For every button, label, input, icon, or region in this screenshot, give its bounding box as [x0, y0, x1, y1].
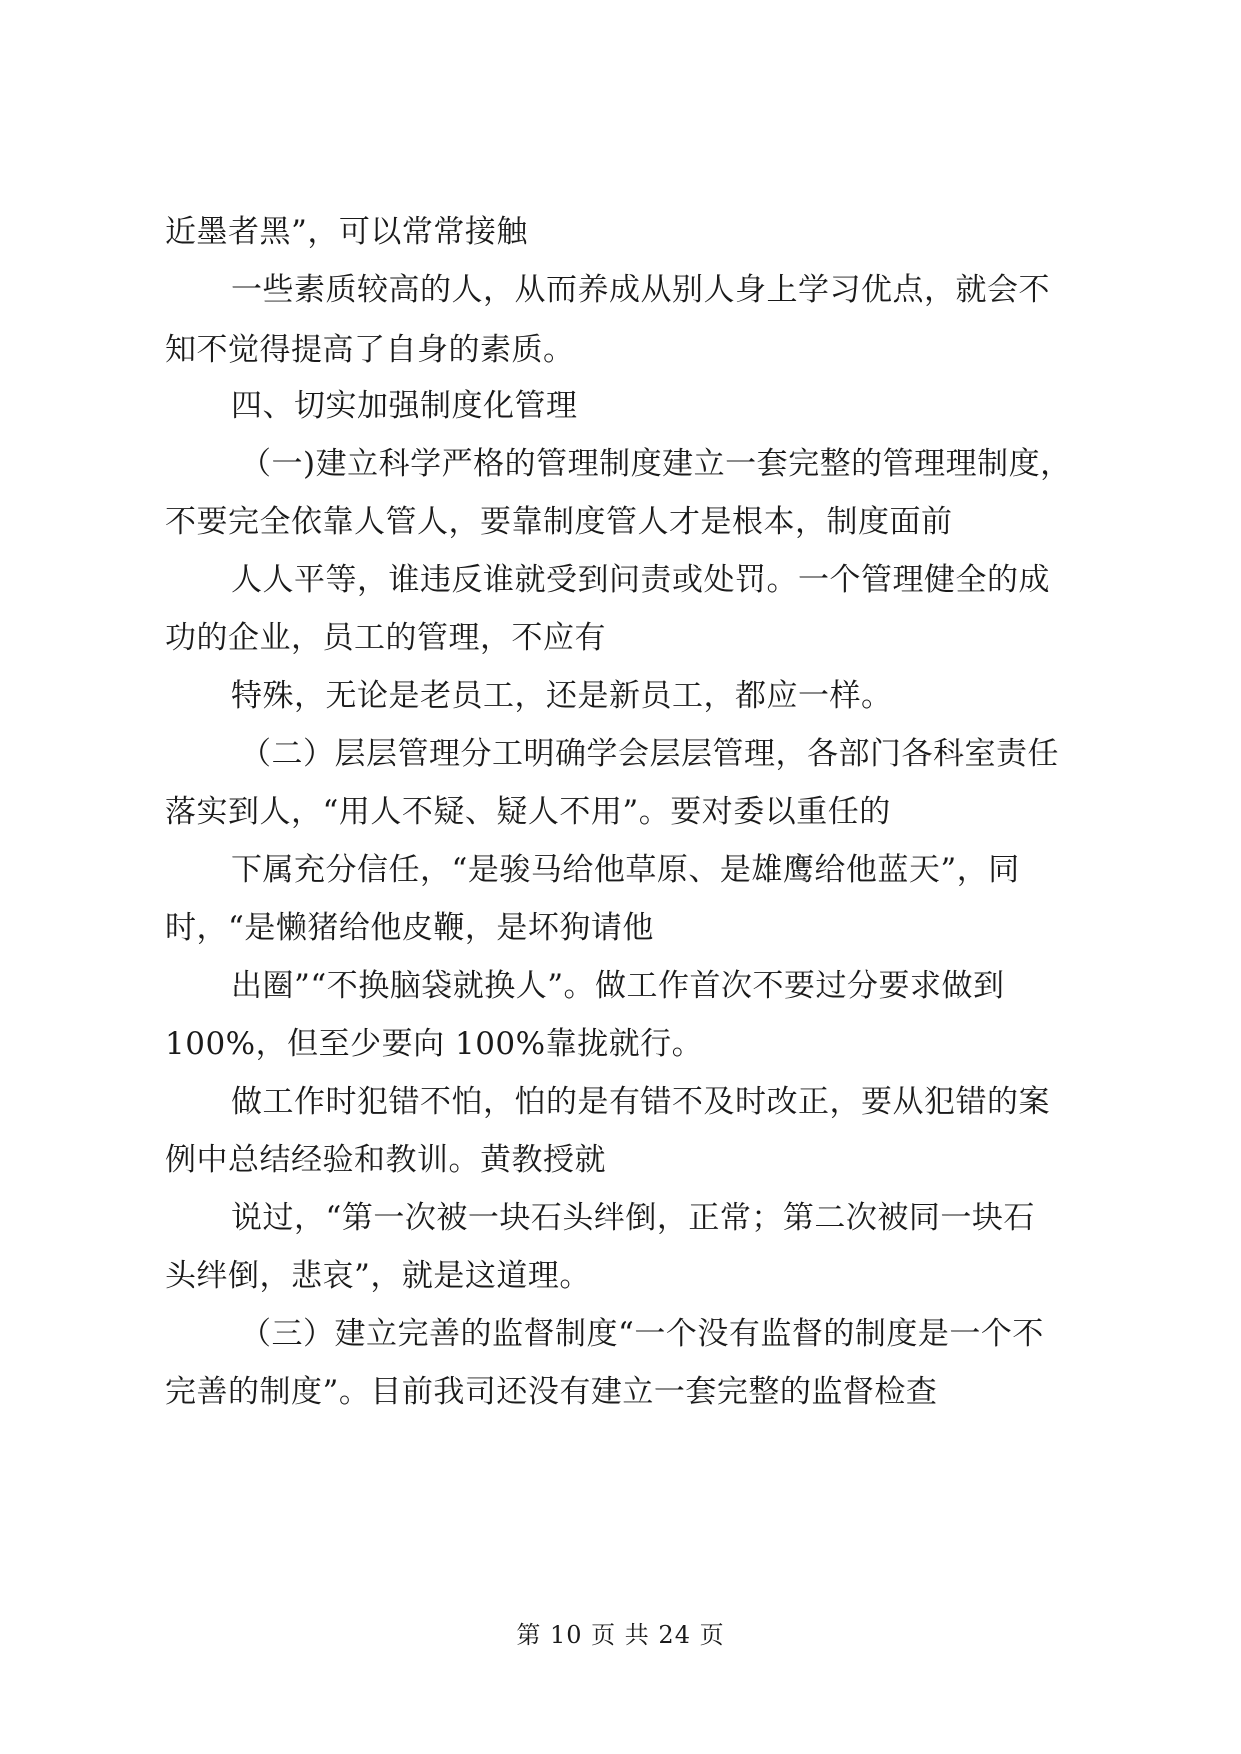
text-line: 说过，“第一次被一块石头绊倒，正常；第二次被同一块石: [231, 1200, 1035, 1236]
section-heading: 四、切实加强制度化管理: [231, 388, 578, 424]
text-line: 特殊，无论是老员工，还是新员工，都应一样。: [231, 678, 893, 714]
text-line: 人人平等，谁违反谁就受到问责或处罚。一个管理健全的成: [231, 562, 1050, 598]
text-line: 功的企业，员工的管理，不应有: [165, 620, 606, 656]
text-line: 落实到人，“用人不疑、疑人不用”。要对委以重任的: [165, 794, 891, 830]
text-line: 头绊倒，悲哀”，就是这道理。: [165, 1258, 591, 1294]
text-line: （三）建立完善的监督制度“一个没有监督的制度是一个不: [240, 1316, 1044, 1352]
text-line: 一些素质较高的人，从而养成从别人身上学习优点，就会不: [231, 272, 1050, 308]
text-line: 完善的制度”。目前我司还没有建立一套完整的监督检查: [165, 1374, 938, 1410]
text-line: （二）层层管理分工明确学会层层管理，各部门各科室责任: [240, 736, 1059, 772]
text-line: （一)建立科学严格的管理制度建立一套完整的管理理制度，: [240, 446, 1072, 482]
page-number-footer: 第 10 页 共 24 页: [516, 1621, 725, 1649]
text-line: 下属充分信任，“是骏马给他草原、是雄鹰给他蓝天”，同: [231, 852, 1020, 888]
text-line: 知不觉得提高了自身的素质。: [165, 332, 575, 368]
text-line: 不要完全依靠人管人，要靠制度管人才是根本，制度面前: [165, 504, 953, 540]
text-line: 做工作时犯错不怕，怕的是有错不及时改正，要从犯错的案: [231, 1084, 1050, 1120]
text-line: 近墨者黑”，可以常常接触: [165, 214, 528, 250]
text-line: 时，“是懒猪给他皮鞭，是坏狗请他: [165, 910, 654, 946]
text-line: 出圈”“不换脑袋就换人”。做工作首次不要过分要求做到: [231, 968, 1005, 1004]
text-line: 100%，但至少要向 100%靠拢就行。: [165, 1026, 704, 1062]
text-line: 例中总结经验和教训。黄教授就: [165, 1142, 606, 1178]
